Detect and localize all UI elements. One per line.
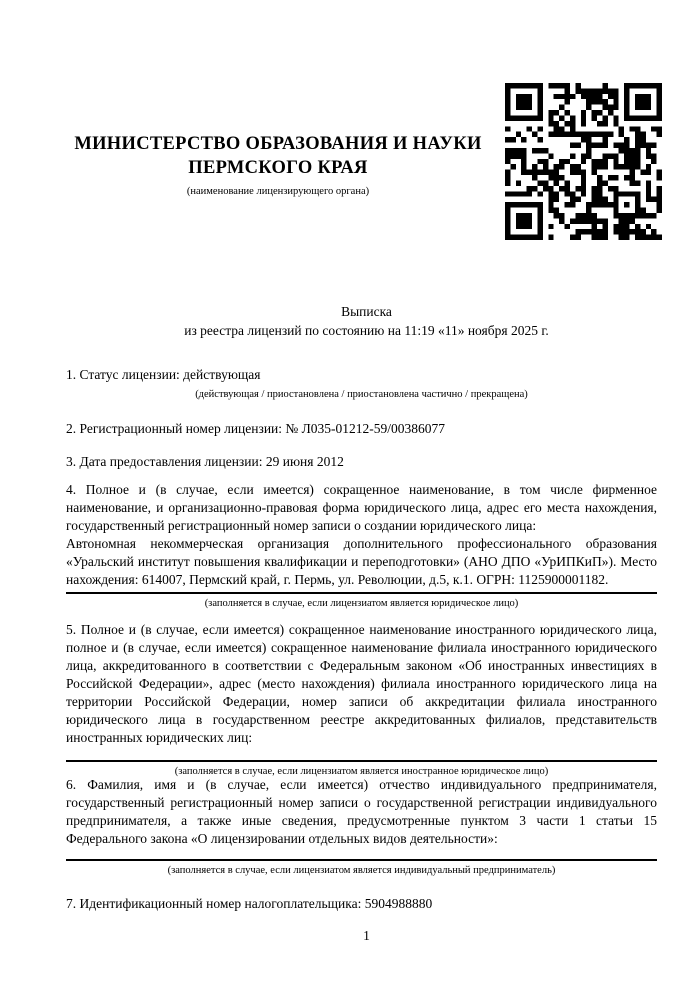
entrepreneur-label: 6. Фамилия, имя и (в случае, если имеется) отчество индивидуального предпринимателя, государственный регистрационный номер записи о государственной регистрации индивидуального предпринимателя, а также иные сведения, предусмотренные пунктом 3 части 1 статьи 15 Федерального закона «О лицензировании отдельных видов деятельности»: — [66, 777, 657, 846]
foreign-entity-section — [66, 621, 657, 778]
taxpayer-id-text: 7. Идентификационный номер налогоплательщика: 5904988880 — [66, 896, 433, 911]
document-title-line2: из реестра лицензий по состоянию на 11:19 «11» ноября 2025 г. — [184, 323, 549, 338]
legal-entity-label: 4. Полное и (в случае, если имеется) сокращенное наименование, в том числе фирменное наименование, и организационно-правовая форма юридического лица, адрес его места нахождения, государственный регистрационный номер записи о создании юридического лица: — [66, 482, 657, 533]
legal-entity-divider — [66, 592, 657, 594]
entrepreneur-note: (заполняется в случае, если лицензиатом является индивидуальный предприниматель) — [167, 865, 556, 876]
legal-entity-note: (заполняется в случае, если лицензиатом является юридическое лицо) — [204, 598, 519, 609]
grant-date-text: 3. Дата предоставления лицензии: 29 июня 2012 — [66, 454, 344, 469]
licensing-authority-header — [66, 132, 490, 198]
qr-code-icon — [505, 83, 662, 240]
registration-number-text: 2. Регистрационный номер лицензии: № Л035-01212-59/00386077 — [66, 421, 446, 436]
document-title-line1: Выписка — [341, 304, 392, 319]
legal-entity-section — [66, 481, 657, 610]
license-status-text: 1. Статус лицензии: действующая — [66, 367, 261, 382]
foreign-entity-label: 5. Полное и (в случае, если имеется) сокращенное наименование иностранного юридического лица, полное и (в случае, если имеется) сокращенное наименование филиала иностранного юридического лица, аккредитованного в соответствии с Федеральным законом «Об иностранных инвестициях в Российской Федерации», адрес (место нахождения) филиала иностранного юридического лица на территории Российской Федерации, номер записи об аккредитации филиала иностранного юридического лица в государственном реестре аккредитованных филиалов, представительств иностранных юридических лиц: — [66, 622, 657, 745]
page-number: 1 — [363, 928, 370, 943]
foreign-entity-note: (заполняется в случае, если лицензиатом является иностранное юридическое лицо) — [174, 766, 549, 777]
grant-date-section — [66, 453, 657, 471]
document-title — [66, 302, 667, 340]
ministry-name-line1: МИНИСТЕРСТВО ОБРАЗОВАНИЯ И НАУКИ — [74, 134, 482, 154]
legal-entity-value: Автономная некоммерческая организация дополнительного профессионального образования «Уральский институт повышения квалификации и переподготовки» (АНО ДПО «УрИПКиП»). Место нахождения: 614007, Пермский край, г. Пермь, ул. Революции, д.5, к.1. ОГРН: 1125900001182. — [66, 536, 657, 587]
licensing-authority-note: (наименование лицензирующего органа) — [186, 186, 370, 197]
taxpayer-id-section — [66, 895, 657, 913]
entrepreneur-divider — [66, 859, 657, 861]
license-status-options-note: (действующая / приостановлена / приостановлена частично / прекращена) — [195, 389, 528, 400]
foreign-entity-divider — [66, 760, 657, 762]
registration-number-section — [66, 420, 657, 438]
entrepreneur-section — [66, 776, 657, 877]
ministry-name-line2: ПЕРМСКОГО КРАЯ — [188, 158, 368, 178]
license-status-section — [66, 366, 657, 401]
